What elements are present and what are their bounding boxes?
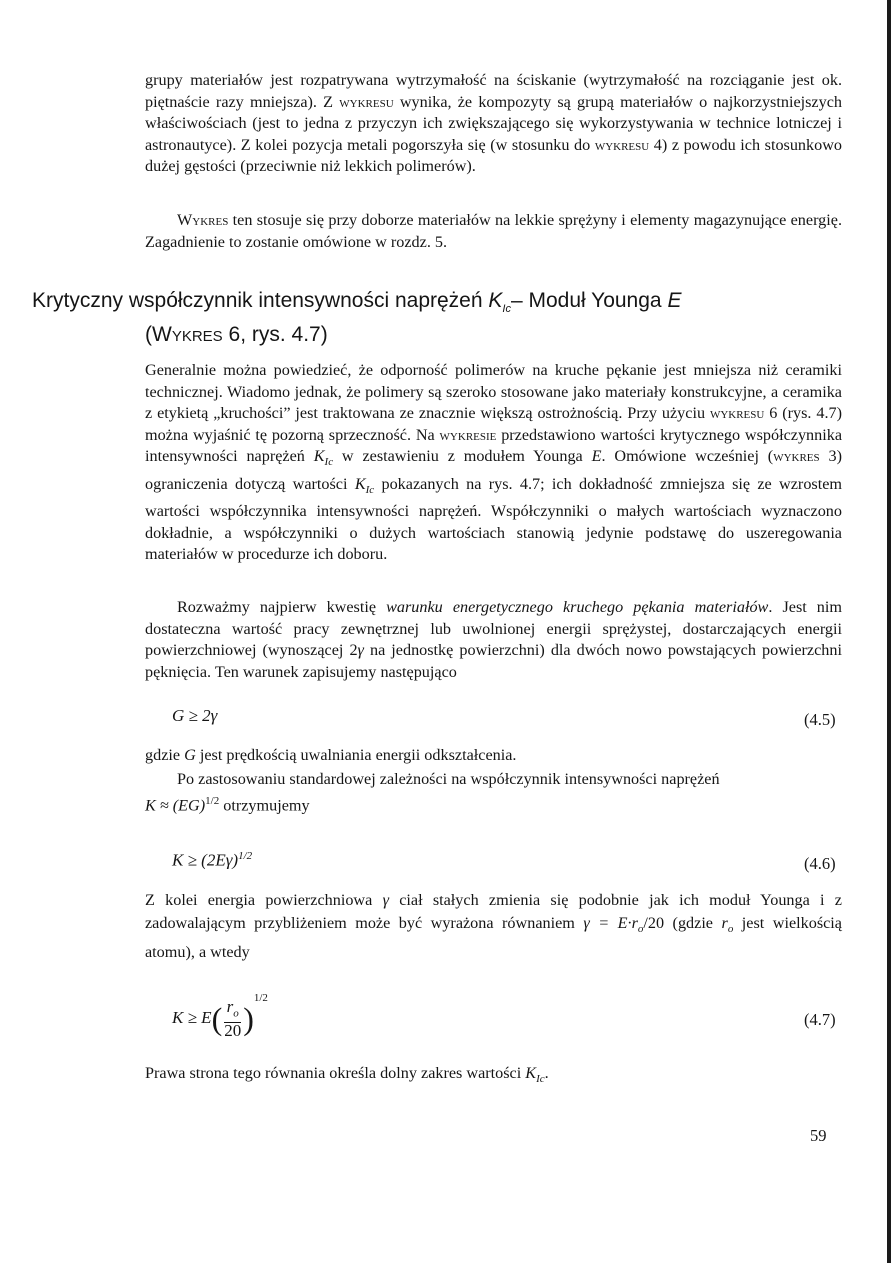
text: jest prędkością uwalniania energii odkształcenia.: [195, 746, 517, 764]
paragraph-zkolei: [145, 889, 842, 964]
formula: K ≈ (EG): [145, 795, 206, 814]
text: 1/2: [205, 794, 220, 807]
text: wynika, że kompozyty są grupą materiałów o najkorzystniejszych właściwościach (jest to jedna z przyczyn ich zwiększającego się wykorzystywania w technice lotniczej i astronautyce). Z kolei pozycja metali pogorszyła się (w stosunku do: [145, 92, 842, 154]
page-number: 59: [810, 1126, 827, 1145]
text: o: [233, 1007, 239, 1020]
text: K: [354, 474, 366, 493]
page-right-border: [887, 0, 891, 1263]
text: r: [721, 914, 728, 932]
text: Generalnie można powiedzieć, że odporność polimerów na kruche pękanie jest mniejsza niż ceramiki technicznej. Wiadomo jednak, że polimery są szeroko stosowane jako materiały konstrukcyjne, a ceramika z etykietą „kruchości” jest traktowana ze znacznie większą ostrożnością. Przy użyciu: [145, 361, 842, 422]
formula: γ = E·r: [583, 914, 638, 932]
text: wykresie: [439, 425, 497, 444]
text: γ: [382, 891, 389, 909]
text: jest wielkością atomu), a wtedy: [145, 914, 842, 962]
section-heading: [32, 288, 852, 348]
text: G: [184, 746, 196, 764]
text: Ic: [324, 456, 334, 469]
text: 6, rys. 4.7): [222, 323, 328, 347]
text: Krytyczny współczynnik intensywności naprężeń: [32, 289, 489, 312]
text: (gdzie: [664, 914, 722, 932]
paragraph-wykres: [145, 210, 842, 253]
text: Prawa strona tego równania określa dolny zakres wartości: [145, 1064, 526, 1082]
paren-close: ): [243, 1000, 254, 1037]
text: gdzie: [145, 746, 185, 764]
text: r: [226, 997, 234, 1017]
fraction-numerator: [224, 999, 241, 1022]
equation-4-7: [172, 992, 268, 1039]
text: Wykres: [152, 323, 223, 347]
text: pokazanych na rys. 4.7; ich dokładność zmniejsza się ze wzrostem wartości współczynnika intensywności naprężeń. Współczynniki o małych wartościach wyznaczono dokładnie, a współczynniki o dużych wartościach stanowią jedynie podstawę do uszeregowania materiałów w procedurze ich doboru.: [145, 474, 842, 564]
text: o: [637, 923, 644, 936]
text: . Jest nim dostateczna wartość pracy zewnętrznej lub uwolnionej energii sprężystej, dostarczających energii powierzchniowej (wynoszącej 2: [145, 598, 842, 659]
equation-number: (4.7): [804, 1010, 836, 1029]
fraction-denominator: 20: [224, 1020, 242, 1040]
text: Ic: [365, 483, 375, 496]
paragraph-intro: [145, 70, 842, 178]
text: /20: [643, 914, 665, 932]
paragraph-general: [145, 360, 842, 566]
text: Wykres: [177, 211, 229, 229]
text: (: [145, 323, 152, 347]
text: Po zastosowaniu standardowej zależności na współczynnik intensywności naprężeń: [177, 770, 720, 788]
text: otrzymujemy: [219, 795, 310, 814]
equation-number: (4.5): [804, 710, 836, 729]
text: .: [544, 1064, 549, 1082]
paragraph-rozwazmy: [145, 597, 842, 683]
text: o: [727, 923, 734, 936]
text: wykresu: [709, 404, 765, 422]
text: 4) z powodu ich stosunkowo dużej gęstości (przeciwnie niż lekkich polimerów).: [145, 135, 842, 175]
text: E: [591, 447, 602, 465]
text: K: [488, 289, 503, 312]
text: K ≥ (2Eγ): [172, 850, 239, 870]
text: wykresu: [594, 135, 650, 154]
text: Rozważmy najpierw kwestię: [177, 598, 387, 616]
text: K: [525, 1064, 537, 1082]
text: ten stosuje się przy doborze materiałów na lekkie sprężyny i elementy magazynujące energię. Zagadnienie to zostanie omówione w rozdz. 5.: [145, 211, 842, 251]
text: 1/2: [253, 992, 268, 1004]
equation-4-5: G ≥ 2γ: [172, 706, 218, 725]
paragraph-prawa: [145, 1063, 842, 1091]
text: przedstawiono wartości krytycznego współczynnika intensywności naprężeń: [145, 425, 842, 465]
text: Ic: [502, 303, 511, 316]
paragraph-po: [145, 769, 842, 816]
text: na jednostkę powierzchni) dla dwóch nowo powstających powierzchni pęknięcia. Ten warunek zapisujemy następująco: [145, 641, 842, 681]
fraction: [224, 999, 241, 1038]
text: warunku energetycznego kruchego pękania materiałów: [386, 598, 769, 616]
text: E: [667, 289, 682, 312]
text: K: [313, 447, 325, 465]
text: wykresu: [339, 92, 394, 111]
text: w zestawieniu z modułem Younga: [333, 447, 592, 465]
text: 6 (rys. 4.7) można wyjaśnić tę pozorną sprzeczność. Na: [145, 404, 842, 444]
text: Z kolei energia powierzchniowa: [145, 891, 383, 909]
text: ciał stałych zmienia się podobnie jak ich moduł Younga i z zadowalającym przybliżeniem może być wyrażona równaniem: [145, 891, 842, 932]
text: wykres: [773, 447, 820, 465]
equation-4-6: [172, 850, 252, 871]
paren-open: (: [211, 1000, 223, 1037]
text: 1/2: [238, 850, 253, 862]
paragraph-gdzie: [145, 745, 842, 767]
text: 3) ograniczenia dotyczą wartości: [145, 447, 842, 493]
text: K ≥ E: [172, 1008, 212, 1027]
text: γ: [357, 641, 364, 659]
text: . Omówione wcześniej (: [601, 447, 774, 465]
text: Ic: [536, 1073, 545, 1086]
text: – Moduł Younga: [510, 289, 668, 312]
text: grupy materiałów jest rozpatrywana wytrzymałość na ściskanie (wytrzymałość na rozciąganie jest ok. piętnaście razy mniejsza). Z: [145, 71, 842, 111]
equation-number: (4.6): [804, 854, 836, 873]
